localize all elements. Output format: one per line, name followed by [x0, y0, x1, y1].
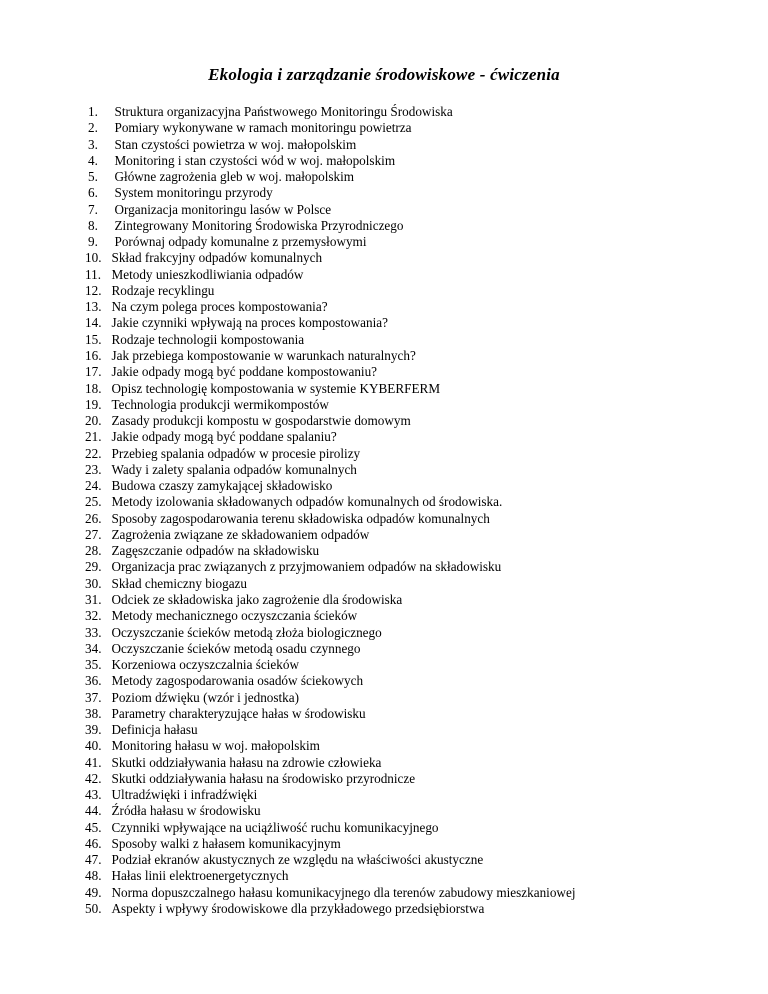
list-item-text: Oczyszczanie ścieków metodą złoża biologicznego: [111, 624, 382, 640]
list-item-text: Jakie czynniki wpływają na proces kompostowania?: [111, 315, 388, 331]
list-item-number: 5.: [88, 169, 98, 185]
list-item: [0, 608, 768, 624]
list-item: [0, 625, 768, 641]
list-item-number: 32.: [85, 608, 102, 624]
list-item: [0, 511, 768, 527]
list-item-text: Skład frakcyjny odpadów komunalnych: [111, 250, 323, 266]
list-item-text: Skutki oddziaływania hałasu na środowisko przyrodnicze: [111, 770, 416, 786]
list-item-number: 22.: [85, 445, 102, 461]
list-item: [0, 478, 768, 494]
list-item-number: 42.: [85, 770, 102, 786]
list-item-text: Metody mechanicznego oczyszczania ścieków: [111, 608, 358, 624]
list-item-number: 29.: [85, 559, 102, 575]
list-item-number: 6.: [88, 185, 98, 201]
list-item: [0, 446, 768, 462]
list-item-number: 26.: [85, 510, 102, 526]
list-item: [0, 803, 768, 819]
list-item: [0, 722, 768, 738]
list-item-text: Zagęszczanie odpadów na składowisku: [111, 543, 320, 559]
list-item-number: 31.: [85, 591, 102, 607]
list-item-text: Skład chemiczny biogazu: [111, 575, 247, 591]
list-item-text: Rodzaje recyklingu: [111, 282, 215, 298]
list-item-text: Czynniki wpływające na uciążliwość ruchu komunikacyjnego: [111, 819, 439, 835]
list-item-number: 15.: [85, 331, 102, 347]
list-item-number: 39.: [85, 722, 102, 738]
list-item-text: Technologia produkcji wermikompostów: [111, 396, 329, 412]
list-item-number: 11.: [85, 266, 101, 282]
list-item: [0, 397, 768, 413]
list-item-number: 20.: [85, 413, 102, 429]
list-item-text: Aspekty i wpływy środowiskowe dla przykładowego przedsiębiorstwa: [111, 901, 485, 917]
list-item-text: Pomiary wykonywane w ramach monitoringu powietrza: [114, 120, 412, 136]
list-item-number: 40.: [85, 738, 102, 754]
list-item: [0, 673, 768, 689]
list-item-text: Na czym polega proces kompostowania?: [111, 299, 328, 315]
list-item: [0, 299, 768, 315]
list-item: [0, 755, 768, 771]
list-item: [0, 315, 768, 331]
list-item-text: Budowa czaszy zamykającej składowisko: [111, 478, 333, 494]
list-item: [0, 153, 768, 169]
list-item-text: Opisz technologię kompostowania w systemie KYBERFERM: [111, 380, 441, 396]
list-item-number: 23.: [85, 461, 102, 477]
list-item-text: System monitoringu przyrody: [114, 185, 273, 201]
list-item: [0, 868, 768, 884]
list-item-text: Sposoby zagospodarowania terenu składowiska odpadów komunalnych: [111, 510, 490, 526]
list-item-number: 4.: [88, 152, 98, 168]
list-item: [0, 657, 768, 673]
list-item: [0, 218, 768, 234]
list-item: [0, 364, 768, 380]
list-item: [0, 283, 768, 299]
list-item-number: 36.: [85, 673, 102, 689]
list-item-text: Rodzaje technologii kompostowania: [111, 331, 305, 347]
list-item-text: Parametry charakteryzujące hałas w środowisku: [111, 705, 366, 721]
list-item-text: Definicja hałasu: [111, 722, 198, 738]
list-item-number: 49.: [85, 884, 102, 900]
list-item: [0, 852, 768, 868]
list-item-text: Główne zagrożenia gleb w woj. małopolskim: [114, 169, 355, 185]
list-item: [0, 901, 768, 917]
list-item-number: 10.: [85, 250, 102, 266]
list-item-number: 25.: [85, 494, 102, 510]
list-item: [0, 641, 768, 657]
list-item-text: Stan czystości powietrza w woj. małopolskim: [114, 136, 357, 152]
list-item: [0, 104, 768, 120]
list-item-text: Ultradźwięki i infradźwięki: [111, 787, 258, 803]
list-item-text: Zagrożenia związane ze składowaniem odpadów: [111, 526, 370, 542]
list-item: [0, 250, 768, 266]
list-item-text: Jakie odpady mogą być poddane kompostowaniu?: [111, 364, 378, 380]
list-item-text: Hałas linii elektroenergetycznych: [111, 868, 289, 884]
list-item-text: Monitoring i stan czystości wód w woj. małopolskim: [114, 152, 396, 168]
list-item-text: Sposoby walki z hałasem komunikacyjnym: [111, 835, 341, 851]
exercise-list: [0, 104, 768, 917]
list-item-text: Podział ekranów akustycznych ze względu na właściwości akustyczne: [111, 852, 484, 868]
list-item-text: Oczyszczanie ścieków metodą osadu czynnego: [111, 640, 361, 656]
list-item: [0, 137, 768, 153]
list-item-number: 3.: [88, 136, 98, 152]
list-item-number: 41.: [85, 754, 102, 770]
list-item: [0, 787, 768, 803]
list-item-text: Skutki oddziaływania hałasu na zdrowie człowieka: [111, 754, 382, 770]
list-item-number: 16.: [85, 347, 102, 363]
list-item-text: Wady i zalety spalania odpadów komunalnych: [111, 461, 357, 477]
list-item-number: 14.: [85, 315, 102, 331]
list-item-number: 17.: [85, 364, 102, 380]
list-item-number: 19.: [85, 396, 102, 412]
list-item-number: 8.: [88, 217, 98, 233]
list-item-text: Jakie odpady mogą być poddane spalaniu?: [111, 429, 337, 445]
list-item: [0, 690, 768, 706]
list-item-text: Organizacja monitoringu lasów w Polsce: [114, 201, 332, 217]
list-item: [0, 120, 768, 136]
list-item-number: 28.: [85, 543, 102, 559]
list-item-text: Zintegrowany Monitoring Środowiska Przyrodniczego: [114, 217, 404, 233]
list-item: [0, 348, 768, 364]
list-item: [0, 185, 768, 201]
list-item-number: 2.: [88, 120, 98, 136]
list-item: [0, 559, 768, 575]
list-item-number: 34.: [85, 640, 102, 656]
list-item-number: 18.: [85, 380, 102, 396]
list-item-number: 44.: [85, 803, 102, 819]
list-item: [0, 820, 768, 836]
list-item-text: Poziom dźwięku (wzór i jednostka): [111, 689, 300, 705]
list-item-number: 35.: [85, 657, 102, 673]
list-item: [0, 706, 768, 722]
list-item-text: Organizacja prac związanych z przyjmowaniem odpadów na składowisku: [111, 559, 502, 575]
list-item-text: Porównaj odpady komunalne z przemysłowymi: [114, 234, 367, 250]
list-item: [0, 771, 768, 787]
list-item: [0, 576, 768, 592]
list-item: [0, 738, 768, 754]
list-item-text: Struktura organizacyjna Państwowego Monitoringu Środowiska: [114, 104, 453, 119]
list-item-number: 38.: [85, 705, 102, 721]
list-item: [0, 592, 768, 608]
list-item: [0, 462, 768, 478]
list-item-text: Korzeniowa oczyszczalnia ścieków: [111, 657, 299, 673]
list-item-text: Źródła hałasu w środowisku: [111, 803, 261, 819]
page-title: Ekologia i zarządzanie środowiskowe - ćwiczenia: [208, 65, 560, 84]
list-item-number: 9.: [88, 234, 98, 250]
list-item: [0, 527, 768, 543]
list-item-number: 33.: [85, 624, 102, 640]
list-item: [0, 202, 768, 218]
list-item: [0, 413, 768, 429]
list-item-number: 7.: [88, 201, 98, 217]
list-item: [0, 429, 768, 445]
list-item-text: Przebieg spalania odpadów w procesie pirolizy: [111, 445, 361, 461]
list-item-number: 50.: [85, 901, 102, 917]
list-item-number: 12.: [85, 282, 102, 298]
list-item-text: Jak przebiega kompostowanie w warunkach naturalnych?: [111, 347, 416, 363]
list-item: [0, 267, 768, 283]
list-item-text: Zasady produkcji kompostu w gospodarstwie domowym: [111, 413, 411, 429]
list-item-number: 46.: [85, 835, 102, 851]
list-item-number: 27.: [85, 526, 102, 542]
list-item-number: 47.: [85, 852, 102, 868]
list-item: [0, 885, 768, 901]
list-item-number: 30.: [85, 575, 102, 591]
list-item-text: Norma dopuszczalnego hałasu komunikacyjnego dla terenów zabudowy mieszkaniowej: [111, 884, 576, 900]
list-item-number: 21.: [85, 429, 102, 445]
list-item-text: Metody izolowania składowanych odpadów komunalnych od środowiska.: [111, 494, 503, 510]
list-item: [0, 381, 768, 397]
list-item-number: 24.: [85, 478, 102, 494]
list-item: [0, 234, 768, 250]
list-item-text: Metody unieszkodliwiania odpadów: [111, 266, 304, 282]
list-item: [0, 169, 768, 185]
list-item-text: Metody zagospodarowania osadów ściekowych: [111, 673, 364, 689]
list-item: [0, 543, 768, 559]
list-item-number: 37.: [85, 689, 102, 705]
list-item-text: Odciek ze składowiska jako zagrożenie dla środowiska: [111, 591, 403, 607]
list-item-number: 1.: [88, 104, 98, 119]
list-item: [0, 494, 768, 510]
list-item: [0, 836, 768, 852]
list-item-number: 13.: [85, 299, 102, 315]
list-item-number: 43.: [85, 787, 102, 803]
list-item-number: 48.: [85, 868, 102, 884]
list-item: [0, 332, 768, 348]
list-item-text: Monitoring hałasu w woj. małopolskim: [111, 738, 320, 754]
list-item-number: 45.: [85, 819, 102, 835]
